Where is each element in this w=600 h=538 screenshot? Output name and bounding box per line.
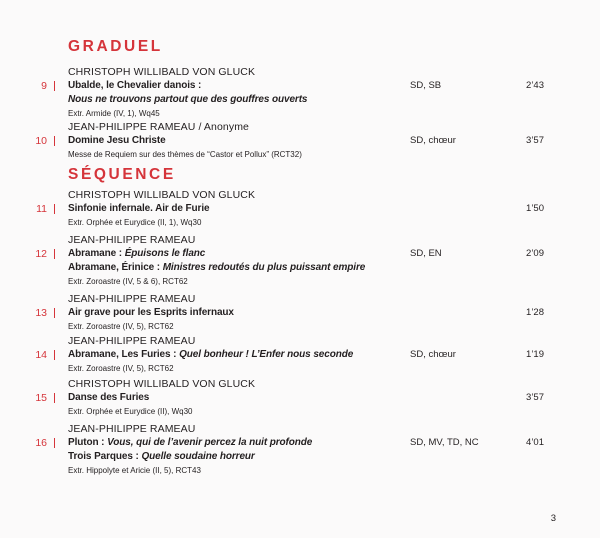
voices: SD, SB <box>410 80 442 91</box>
track-number: 10 <box>35 135 47 147</box>
track-body <box>68 377 398 418</box>
track-number: 15 <box>35 392 47 404</box>
track-title: Domine Jesu Christe <box>68 135 166 146</box>
track-subtitle-bold: Trois Parques : <box>68 451 142 462</box>
composer: JEAN-PHILIPPE RAMEAU <box>68 234 196 246</box>
track-title-italic: Vous, qui de l’avenir percez la nuit profonde <box>107 437 313 448</box>
track-title <box>68 348 398 362</box>
extract-info: Extr. Hippolyte et Aricie (II, 5), RCT43 <box>68 466 201 475</box>
track-body <box>68 334 398 375</box>
track-title: Air grave pour les Esprits infernaux <box>68 307 234 318</box>
extract-info: Extr. Armide (IV, 1), Wq45 <box>68 109 160 118</box>
composer: JEAN-PHILIPPE RAMEAU / Anonyme <box>68 121 249 133</box>
track-body <box>68 233 398 288</box>
section-title-graduel: GRADUEL <box>68 38 163 55</box>
separator <box>54 350 55 360</box>
separator <box>54 393 55 403</box>
duration: 3’57 <box>526 135 544 146</box>
track-title: Ubalde, le Chevalier danois : <box>68 80 202 91</box>
track-title: Sinfonie infernale. Air de Furie <box>68 203 210 214</box>
track-body <box>68 292 398 333</box>
track-subtitle-italic: Quelle soudaine horreur <box>141 451 255 462</box>
track-body <box>68 422 398 477</box>
composer: JEAN-PHILIPPE RAMEAU <box>68 293 196 305</box>
composer: CHRISTOPH WILLIBALD VON GLUCK <box>68 378 256 390</box>
extract-info: Extr. Orphée et Eurydice (II), Wq30 <box>68 407 193 416</box>
composer: CHRISTOPH WILLIBALD VON GLUCK <box>68 189 256 201</box>
separator <box>54 249 55 259</box>
track-body <box>68 120 398 161</box>
track-number: 11 <box>36 203 47 215</box>
duration: 1’50 <box>526 203 544 214</box>
track-subtitle <box>68 261 398 275</box>
track-number: 12 <box>35 248 47 260</box>
separator <box>54 438 55 448</box>
extract-info: Messe de Requiem sur des thèmes de “Castor et Pollux” (RCT32) <box>68 150 302 159</box>
track-number: 14 <box>35 349 47 361</box>
separator <box>54 308 55 318</box>
page-number: 3 <box>550 513 556 524</box>
duration: 2’43 <box>526 80 544 91</box>
extract-info: Extr. Zoroastre (IV, 5), RCT62 <box>68 322 174 331</box>
track-title <box>68 247 398 261</box>
separator <box>54 81 55 91</box>
section-title-sequence: SÉQUENCE <box>68 166 176 183</box>
track-title <box>68 436 398 450</box>
voices: SD, MV, TD, NC <box>410 437 479 448</box>
track-body <box>68 65 398 120</box>
extract-info: Extr. Orphée et Eurydice (II, 1), Wq30 <box>68 218 202 227</box>
track-subtitle: Nous ne trouvons partout que des gouffres ouverts <box>68 94 308 105</box>
extract-info: Extr. Zoroastre (IV, 5), RCT62 <box>68 364 174 373</box>
extract-info: Extr. Zoroastre (IV, 5 & 6), RCT62 <box>68 277 188 286</box>
track-title-italic: Quel bonheur ! L’Enfer nous seconde <box>179 349 354 360</box>
voices: SD, chœur <box>410 135 456 146</box>
track-title-bold: Abramane : <box>68 248 125 259</box>
separator <box>54 136 55 146</box>
track-body <box>68 188 398 229</box>
track-title-bold: Pluton : <box>68 437 108 448</box>
duration: 4’01 <box>526 437 544 448</box>
track-number: 13 <box>35 307 47 319</box>
track-subtitle-italic: Ministres redoutés du plus puissant empire <box>162 262 366 273</box>
track-title: Danse des Furies <box>68 392 150 403</box>
track-number: 9 <box>41 80 47 92</box>
voices: SD, EN <box>410 248 442 259</box>
voices: SD, chœur <box>410 349 456 360</box>
duration: 1’19 <box>526 349 544 360</box>
track-title-bold: Abramane, Les Furies : <box>68 349 180 360</box>
duration: 2’09 <box>526 248 544 259</box>
composer: CHRISTOPH WILLIBALD VON GLUCK <box>68 66 256 78</box>
track-subtitle-bold: Abramane, Érinice : <box>68 262 163 273</box>
duration: 3’57 <box>526 392 544 403</box>
composer: JEAN-PHILIPPE RAMEAU <box>68 423 196 435</box>
duration: 1’28 <box>526 307 544 318</box>
composer: JEAN-PHILIPPE RAMEAU <box>68 335 196 347</box>
separator <box>54 204 55 214</box>
track-subtitle <box>68 450 398 464</box>
track-title-italic: Épuisons le flanc <box>124 248 206 259</box>
track-number: 16 <box>35 437 47 449</box>
